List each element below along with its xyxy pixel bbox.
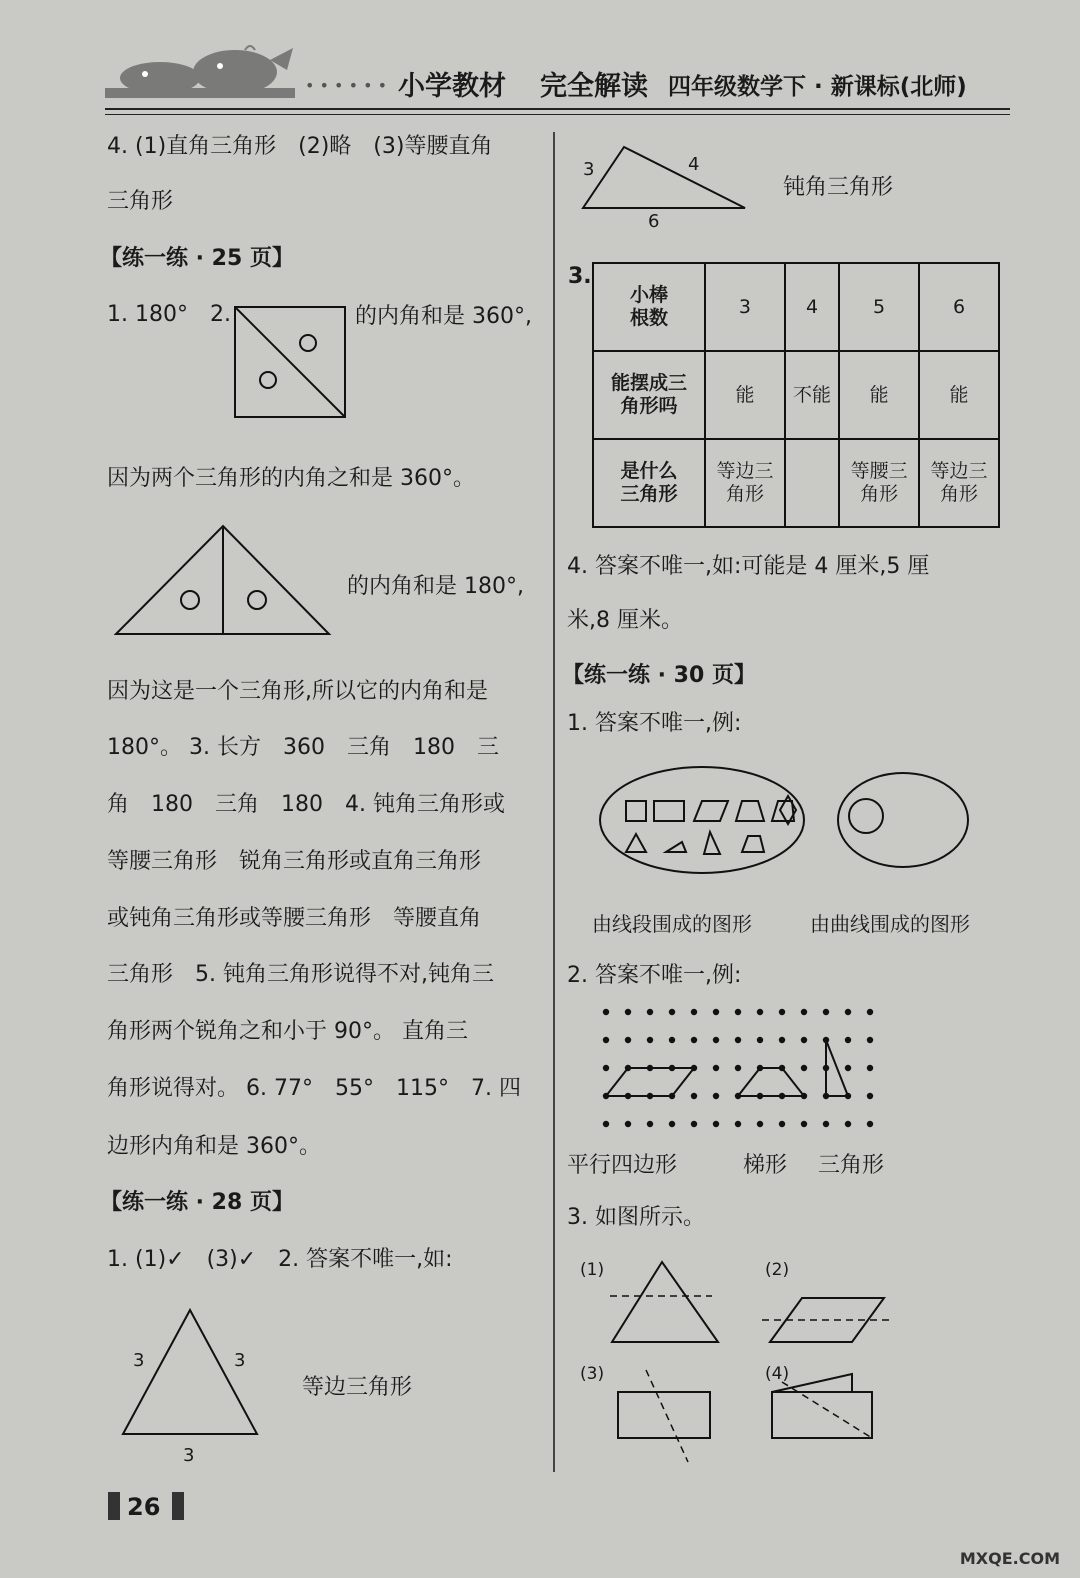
grid-dot <box>713 1037 719 1043</box>
tri-side-right: 3 <box>234 1350 246 1371</box>
header-brand: 完全解读 <box>540 71 648 102</box>
split-triangle-figure <box>115 524 330 636</box>
grid-dot <box>779 1037 785 1043</box>
question-3-label: 3. <box>568 264 592 289</box>
grid-dot <box>647 1009 653 1015</box>
grid-dot <box>647 1037 653 1043</box>
page-number-bar-right <box>172 1492 184 1520</box>
obtuse-side-a: 3 <box>583 159 595 180</box>
page-number-bar-left <box>108 1492 120 1520</box>
left-line-7: 180°。 3. 长方 360 三角 180 三 <box>107 735 499 760</box>
fig-label-1: (1) <box>580 1260 605 1280</box>
table-cell: 能 <box>919 351 999 439</box>
table-cell: 等边三 角形 <box>705 439 785 527</box>
grid-dot <box>603 1009 609 1015</box>
header-grade: 四年级数学下 · 新课标(北师) <box>668 74 967 100</box>
left-line-2: 三角形 <box>107 189 174 214</box>
grid-dot <box>713 1065 719 1071</box>
obtuse-label: 钝角三角形 <box>783 175 894 200</box>
grid-dot <box>735 1065 741 1071</box>
left-line-10: 或钝角三角形或等腰三角形 等腰直角 <box>107 906 482 931</box>
grid-dot <box>691 1037 697 1043</box>
answer-4-line-b: 米,8 厘米。 <box>567 608 683 633</box>
grid-dot <box>713 1121 719 1127</box>
grid-dot <box>845 1121 851 1127</box>
tri-label: 等边三角形 <box>302 1375 413 1400</box>
header-dots: • • • • • • <box>305 76 388 95</box>
left-line-11: 三角形 5. 钝角三角形说得不对,钝角三 <box>107 962 494 987</box>
grid-dot <box>735 1009 741 1015</box>
equilateral-triangle-figure <box>122 1308 258 1436</box>
grid-dot <box>823 1121 829 1127</box>
p30-q2: 2. 答案不唯一,例: <box>567 963 742 988</box>
grid-dot <box>801 1009 807 1015</box>
table-cell: 3 <box>705 263 785 351</box>
fig-label-3: (3) <box>580 1364 605 1384</box>
table-cell: 能 <box>705 351 785 439</box>
table-cell: 能摆成三 角形吗 <box>593 351 705 439</box>
table-cell: 等边三 角形 <box>919 439 999 527</box>
grid-dot <box>757 1121 763 1127</box>
grid-dot <box>757 1009 763 1015</box>
grid-dot <box>845 1009 851 1015</box>
tri-side-bottom: 3 <box>183 1445 195 1466</box>
table-row <box>593 263 999 351</box>
sticks-triangle-table <box>592 262 1000 528</box>
grid-dot <box>867 1121 873 1127</box>
symmetry-axis-figures <box>590 1258 900 1468</box>
grid-dot <box>867 1093 873 1099</box>
table-cell: 不能 <box>785 351 839 439</box>
caption-parallelogram: 平行四边形 <box>567 1153 678 1178</box>
header-rule-thin <box>105 114 1010 115</box>
table-cell: 等腰三 角形 <box>839 439 919 527</box>
grid-dot <box>779 1009 785 1015</box>
header-rule <box>105 108 1010 110</box>
grid-dot <box>801 1065 807 1071</box>
grid-dot <box>735 1037 741 1043</box>
left-line-5: 的内角和是 180°, <box>347 574 524 599</box>
grid-dot <box>867 1037 873 1043</box>
obtuse-side-c: 6 <box>648 211 660 232</box>
grid-dot <box>669 1121 675 1127</box>
left-line-3b: 的内角和是 360°, <box>355 304 532 329</box>
table-cell: 6 <box>919 263 999 351</box>
grid-dot <box>757 1037 763 1043</box>
header-book-title: 小学教材 <box>398 71 506 102</box>
grid-dot <box>625 1009 631 1015</box>
obtuse-side-b: 4 <box>688 154 700 175</box>
caption-line-shapes: 由线段围成的图形 <box>592 912 752 936</box>
caption-trapezoid: 梯形 <box>743 1153 788 1178</box>
grid-dot <box>691 1093 697 1099</box>
grid-dot <box>603 1037 609 1043</box>
caption-curve-shapes: 由曲线围成的图形 <box>810 912 970 936</box>
heading-p25: 【练一练 · 25 页】 <box>100 246 294 271</box>
grid-dot <box>845 1065 851 1071</box>
grid-dot <box>867 1009 873 1015</box>
table-cell: 能 <box>839 351 919 439</box>
watermark: MXQE.COM <box>959 1549 1060 1568</box>
grid-dot <box>801 1037 807 1043</box>
grid-dot <box>603 1121 609 1127</box>
left-line-6: 因为这是一个三角形,所以它的内角和是 <box>107 679 488 704</box>
left-line-9: 等腰三角形 锐角三角形或直角三角形 <box>107 849 482 874</box>
left-line-3a: 1. 180° 2. <box>107 302 231 327</box>
table-row <box>593 439 999 527</box>
left-line-15: 1. (1)✓ (3)✓ 2. 答案不唯一,如: <box>107 1247 453 1272</box>
dot-grid-figure <box>598 1012 888 1124</box>
grid-dot <box>691 1009 697 1015</box>
grid-dot <box>713 1093 719 1099</box>
table-cell: 小棒 根数 <box>593 263 705 351</box>
grid-dot <box>779 1121 785 1127</box>
page-number: 26 <box>127 1493 161 1521</box>
p30-q1: 1. 答案不唯一,例: <box>567 711 742 736</box>
table-cell <box>785 439 839 527</box>
caption-triangle: 三角形 <box>818 1153 885 1178</box>
left-line-12: 角形两个锐角之和小于 90°。 直角三 <box>107 1019 468 1044</box>
whale-logo <box>105 40 295 100</box>
grid-dot <box>801 1121 807 1127</box>
table-row <box>593 351 999 439</box>
heading-p28: 【练一练 · 28 页】 <box>100 1190 294 1215</box>
left-line-13: 角形说得对。 6. 77° 55° 115° 7. 四 <box>107 1076 521 1101</box>
grid-dot <box>669 1037 675 1043</box>
left-line-14: 边形内角和是 360°。 <box>107 1134 321 1159</box>
grid-dot <box>867 1065 873 1071</box>
grid-dot <box>713 1009 719 1015</box>
grid-dot <box>647 1121 653 1127</box>
left-line-4: 因为两个三角形的内角之和是 360°。 <box>107 466 475 491</box>
table-cell: 4 <box>785 263 839 351</box>
tri-side-left: 3 <box>133 1350 145 1371</box>
grid-dot <box>735 1121 741 1127</box>
p30-q3: 3. 如图所示。 <box>567 1205 705 1230</box>
grid-dot <box>845 1037 851 1043</box>
heading-p30: 【练一练 · 30 页】 <box>562 663 756 688</box>
left-line-1: 4. (1)直角三角形 (2)略 (3)等腰直角 <box>107 134 493 159</box>
grid-dot <box>603 1065 609 1071</box>
table-cell: 是什么 三角形 <box>593 439 705 527</box>
table-cell: 5 <box>839 263 919 351</box>
fig-label-4: (4) <box>765 1364 790 1384</box>
fig-label-2: (2) <box>765 1260 790 1280</box>
grid-dot <box>625 1037 631 1043</box>
shape-sort-figure <box>598 764 970 876</box>
square-two-triangles-figure <box>234 306 346 418</box>
grid-dot <box>625 1121 631 1127</box>
column-divider <box>553 132 555 1472</box>
answer-4-line-a: 4. 答案不唯一,如:可能是 4 厘米,5 厘 <box>567 554 930 579</box>
grid-dot <box>691 1121 697 1127</box>
left-line-8: 角 180 三角 180 4. 钝角三角形或 <box>107 792 505 817</box>
obtuse-triangle-figure <box>582 145 747 210</box>
grid-dot <box>669 1009 675 1015</box>
grid-dot <box>823 1009 829 1015</box>
